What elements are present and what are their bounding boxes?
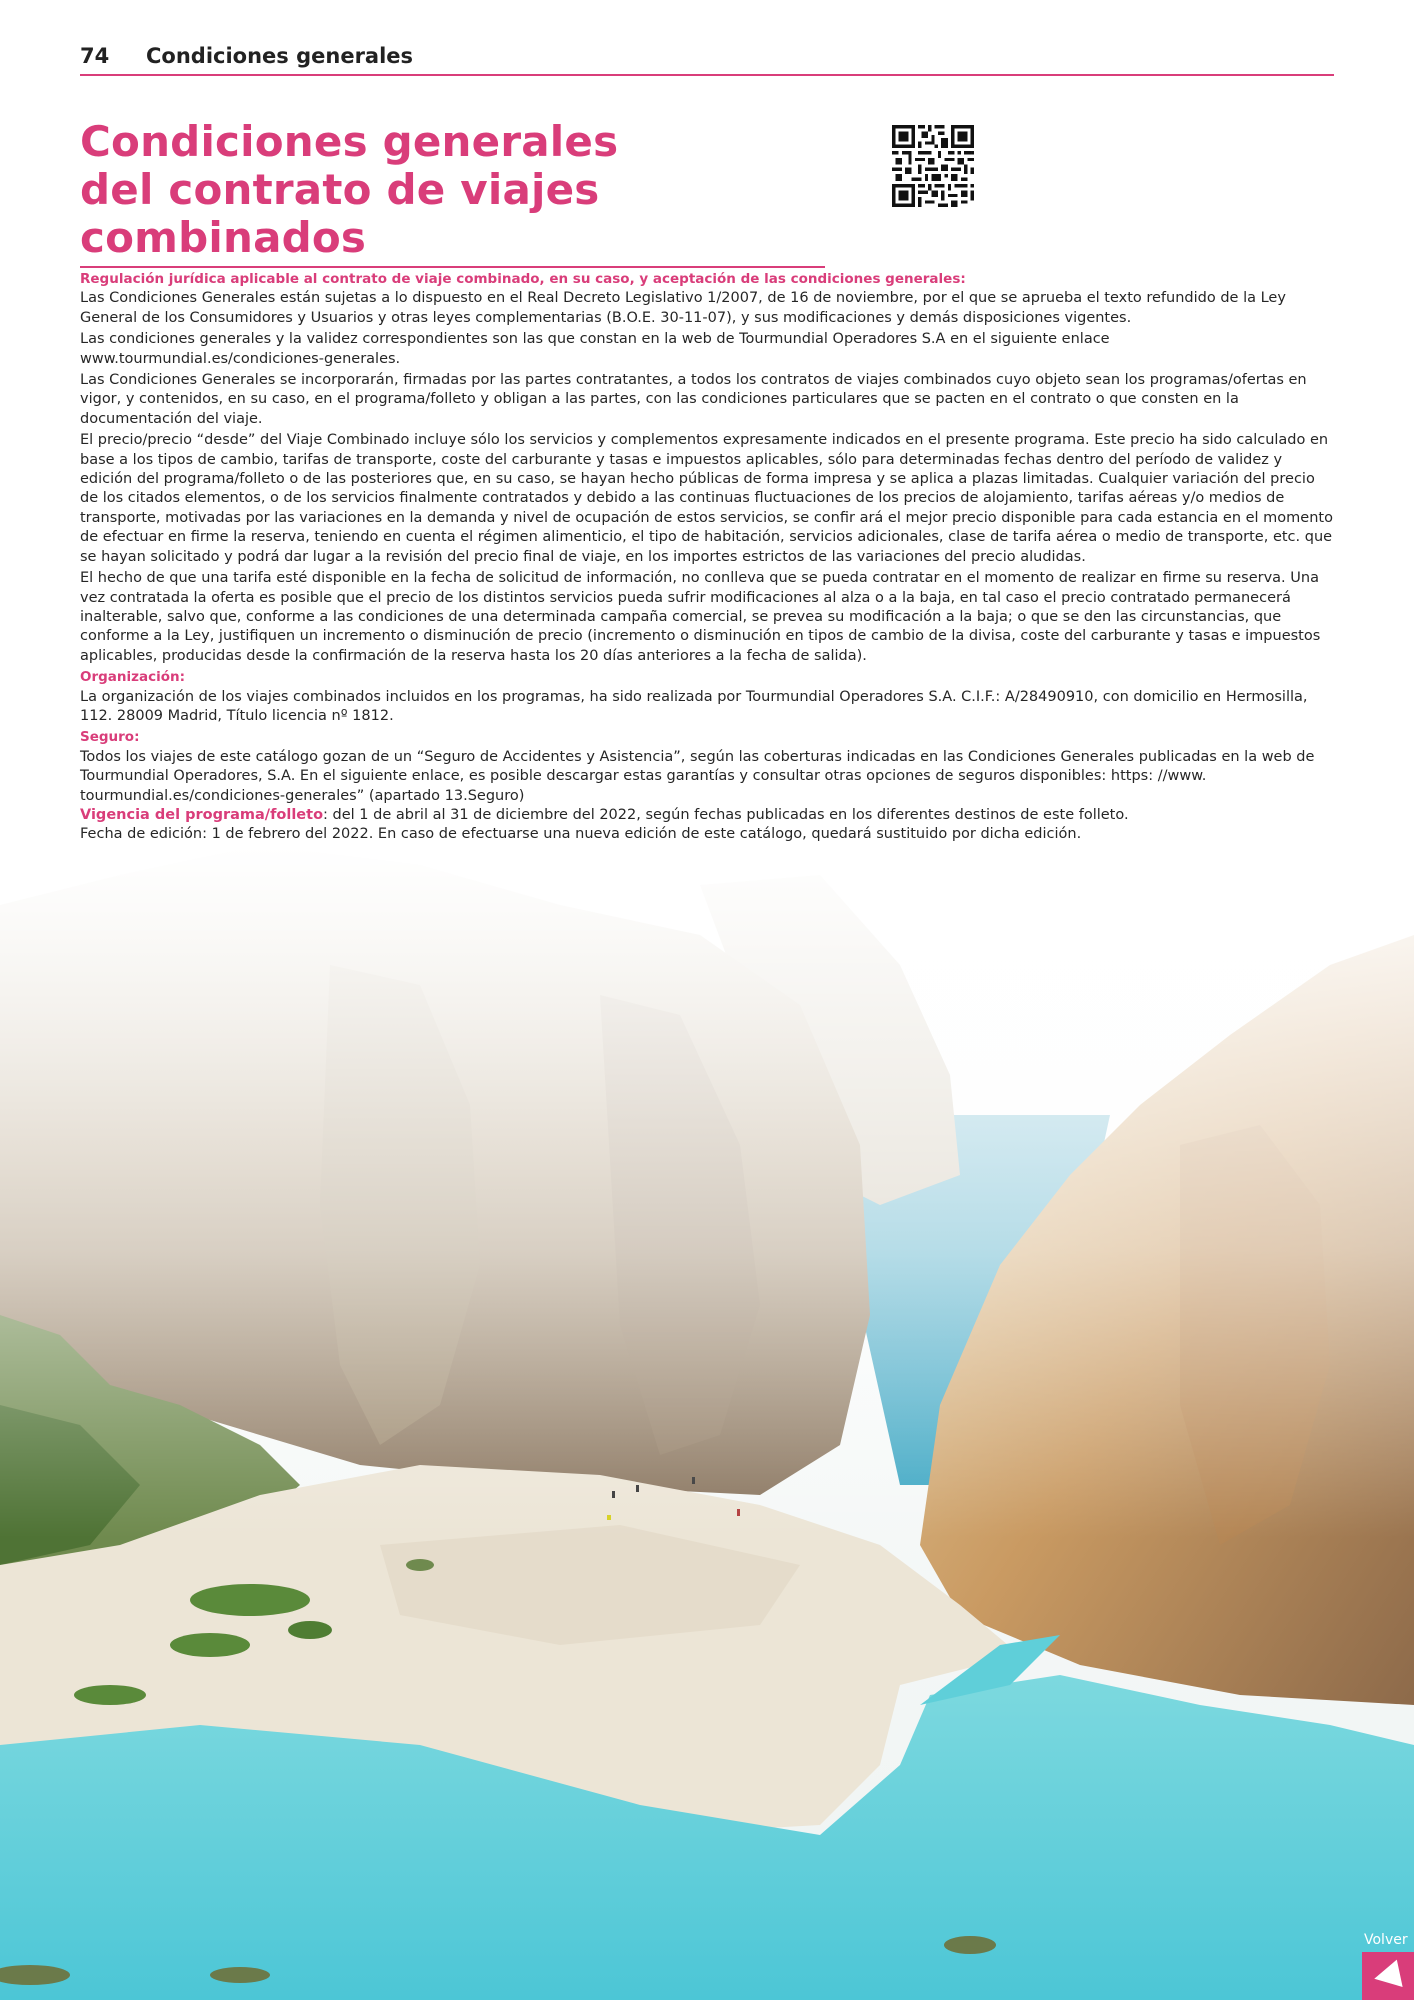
volver-label: Volver [1364, 1932, 1408, 1948]
regulacion-heading: Regulación jurídica aplicable al contrato de viaje combinado, en su caso, y aceptación de las condiciones generales: [80, 271, 966, 287]
paragraph-rate-availability: El hecho de que una tarifa esté disponible en la fecha de solicitud de información, no conlleva que se pueda contratar en el momento de realizar en firme su reserva. Una vez contratada la oferta es posible que el precio de los distintos servicios pueda sufrir modificaciones al alza o a la baja, en tal caso el precio contratado permanecerá inalterable, salvo que, conforme a las condiciones de una determinada campaña comercial, se prevea su modificación a la baja; o que se den las circunstancias, que conforme a la Ley, justifiquen un incremento o disminución de precio (incremento o disminución en tipos de cambio de la divisa, coste del carburante y tasas e impuestos aplicables, producidas desde la confirmación de la reserva hasta los 20 días anteriores a la fecha de salida). [80, 570, 1321, 664]
landscape-photo [0, 845, 1414, 2000]
conditions-text [80, 270, 1334, 845]
page-number: 74 [80, 44, 110, 68]
paragraph-web-conditions: Las condiciones generales y la validez correspondientes son las que constan en la web de Tourmundial Operadores S.A en el siguiente enlace www.tourmundial.es/condiciones-generales. [80, 331, 1110, 367]
paragraph-edition-date: Fecha de edición: 1 de febrero del 2022. En caso de efectuarse una nueva edición de este catálogo, quedará sustituido por dicha edición. [80, 826, 1082, 843]
page-title [80, 118, 825, 268]
paragraph-insurance: Todos los viajes de este catálogo gozan de un “Seguro de Accidentes y Asistencia”, según las coberturas indicadas en las Condiciones Generales publicadas en la web de Tourmundial Operadores, S.A. En el siguiente enlace, es posible descargar estas garantías y consultar otras opciones de seguros disponibles: https: //www. tourmundial.es/condiciones-generales” (apartado 13.Seguro) [80, 748, 1315, 804]
paragraph-organization: La organización de los viajes combinados incluidos en los programas, ha sido realizada por Tourmundial Operadores S.A. C.I.F.: A/28490910, con domicilio en Hermosilla, 112. 28009 Madrid, Título licencia nº 1812. [80, 688, 1308, 724]
back-button[interactable] [1362, 1952, 1414, 2000]
vigencia-text: : del 1 de abril al 31 de diciembre del 2022, según fechas publicadas en los diferentes destinos de este folleto. [323, 806, 1129, 823]
organizacion-heading: Organización: [80, 669, 186, 686]
back-arrow-icon [1371, 1960, 1402, 1993]
paragraph-price: El precio/precio “desde” del Viaje Combinado incluye sólo los servicios y complementos expresamente indicados en el presente programa. Este precio ha sido calculado en base a los tipos de cambio, tarifas de transporte, coste del carburante y tasas e impuestos aplicables, sólo para determinadas fechas dentro del período de validez y edición del programa/folleto o de las posteriores que, en su caso, se hayan hecho públicas de forma impresa y se aplica a plazas limitadas. Cualquier variación del precio de los citados elementos, o de los servicios finalmente contratados y debido a las continuas fluctuaciones de los precios de alojamiento, tarifas aéreas y/o medios de transporte, motivadas por las variaciones en la demanda y nivel de ocupación de estos servicios, se confir ará el mejor precio disponible para cada estancia en el momento de efectuar en firme la reserva, teniendo en cuenta el régimen alimenticio, el tipo de habitación, servicios adicionales, clase de tarifa aérea o medio de transporte, etc. que se hayan solicitado y podrá dar lugar a la revisión del precio final de viaje, en los importes estrictos de las variaciones del precio aludidas. [80, 432, 1333, 565]
page-header [80, 44, 1334, 76]
page-title-line-2: del contrato de viajes combinados [80, 165, 600, 262]
paragraph-validity [80, 806, 1334, 825]
paragraph-incorporation: Las Condiciones Generales se incorporarán, firmadas por las partes contratantes, a todos los contratos de viajes combinados cuyo objeto sean los programas/ofertas en vigor, y contenidos, en su caso, en el programa/folleto y obligan a las partes, con las condiciones particulares que se pacten en el contrato o que consten en la documentación del viaje. [80, 372, 1307, 427]
seguro-heading: Seguro: [80, 729, 140, 746]
qr-code-icon[interactable] [892, 125, 974, 207]
section-title: Condiciones generales [146, 44, 414, 68]
vigencia-label: Vigencia del programa/folleto [80, 806, 324, 823]
paragraph-legal-basis: Las Condiciones Generales están sujetas a lo dispuesto en el Real Decreto Legislativo 1/2007, de 16 de noviembre, por el que se aprueba el texto refundido de la Ley General de los Consumidores y Usuarios y otras leyes complementarias (B.O.E. 30-11-07), y sus modificaciones y demás disposiciones vigentes. [80, 290, 1286, 326]
page-title-line-1: Condiciones generales [80, 117, 619, 166]
